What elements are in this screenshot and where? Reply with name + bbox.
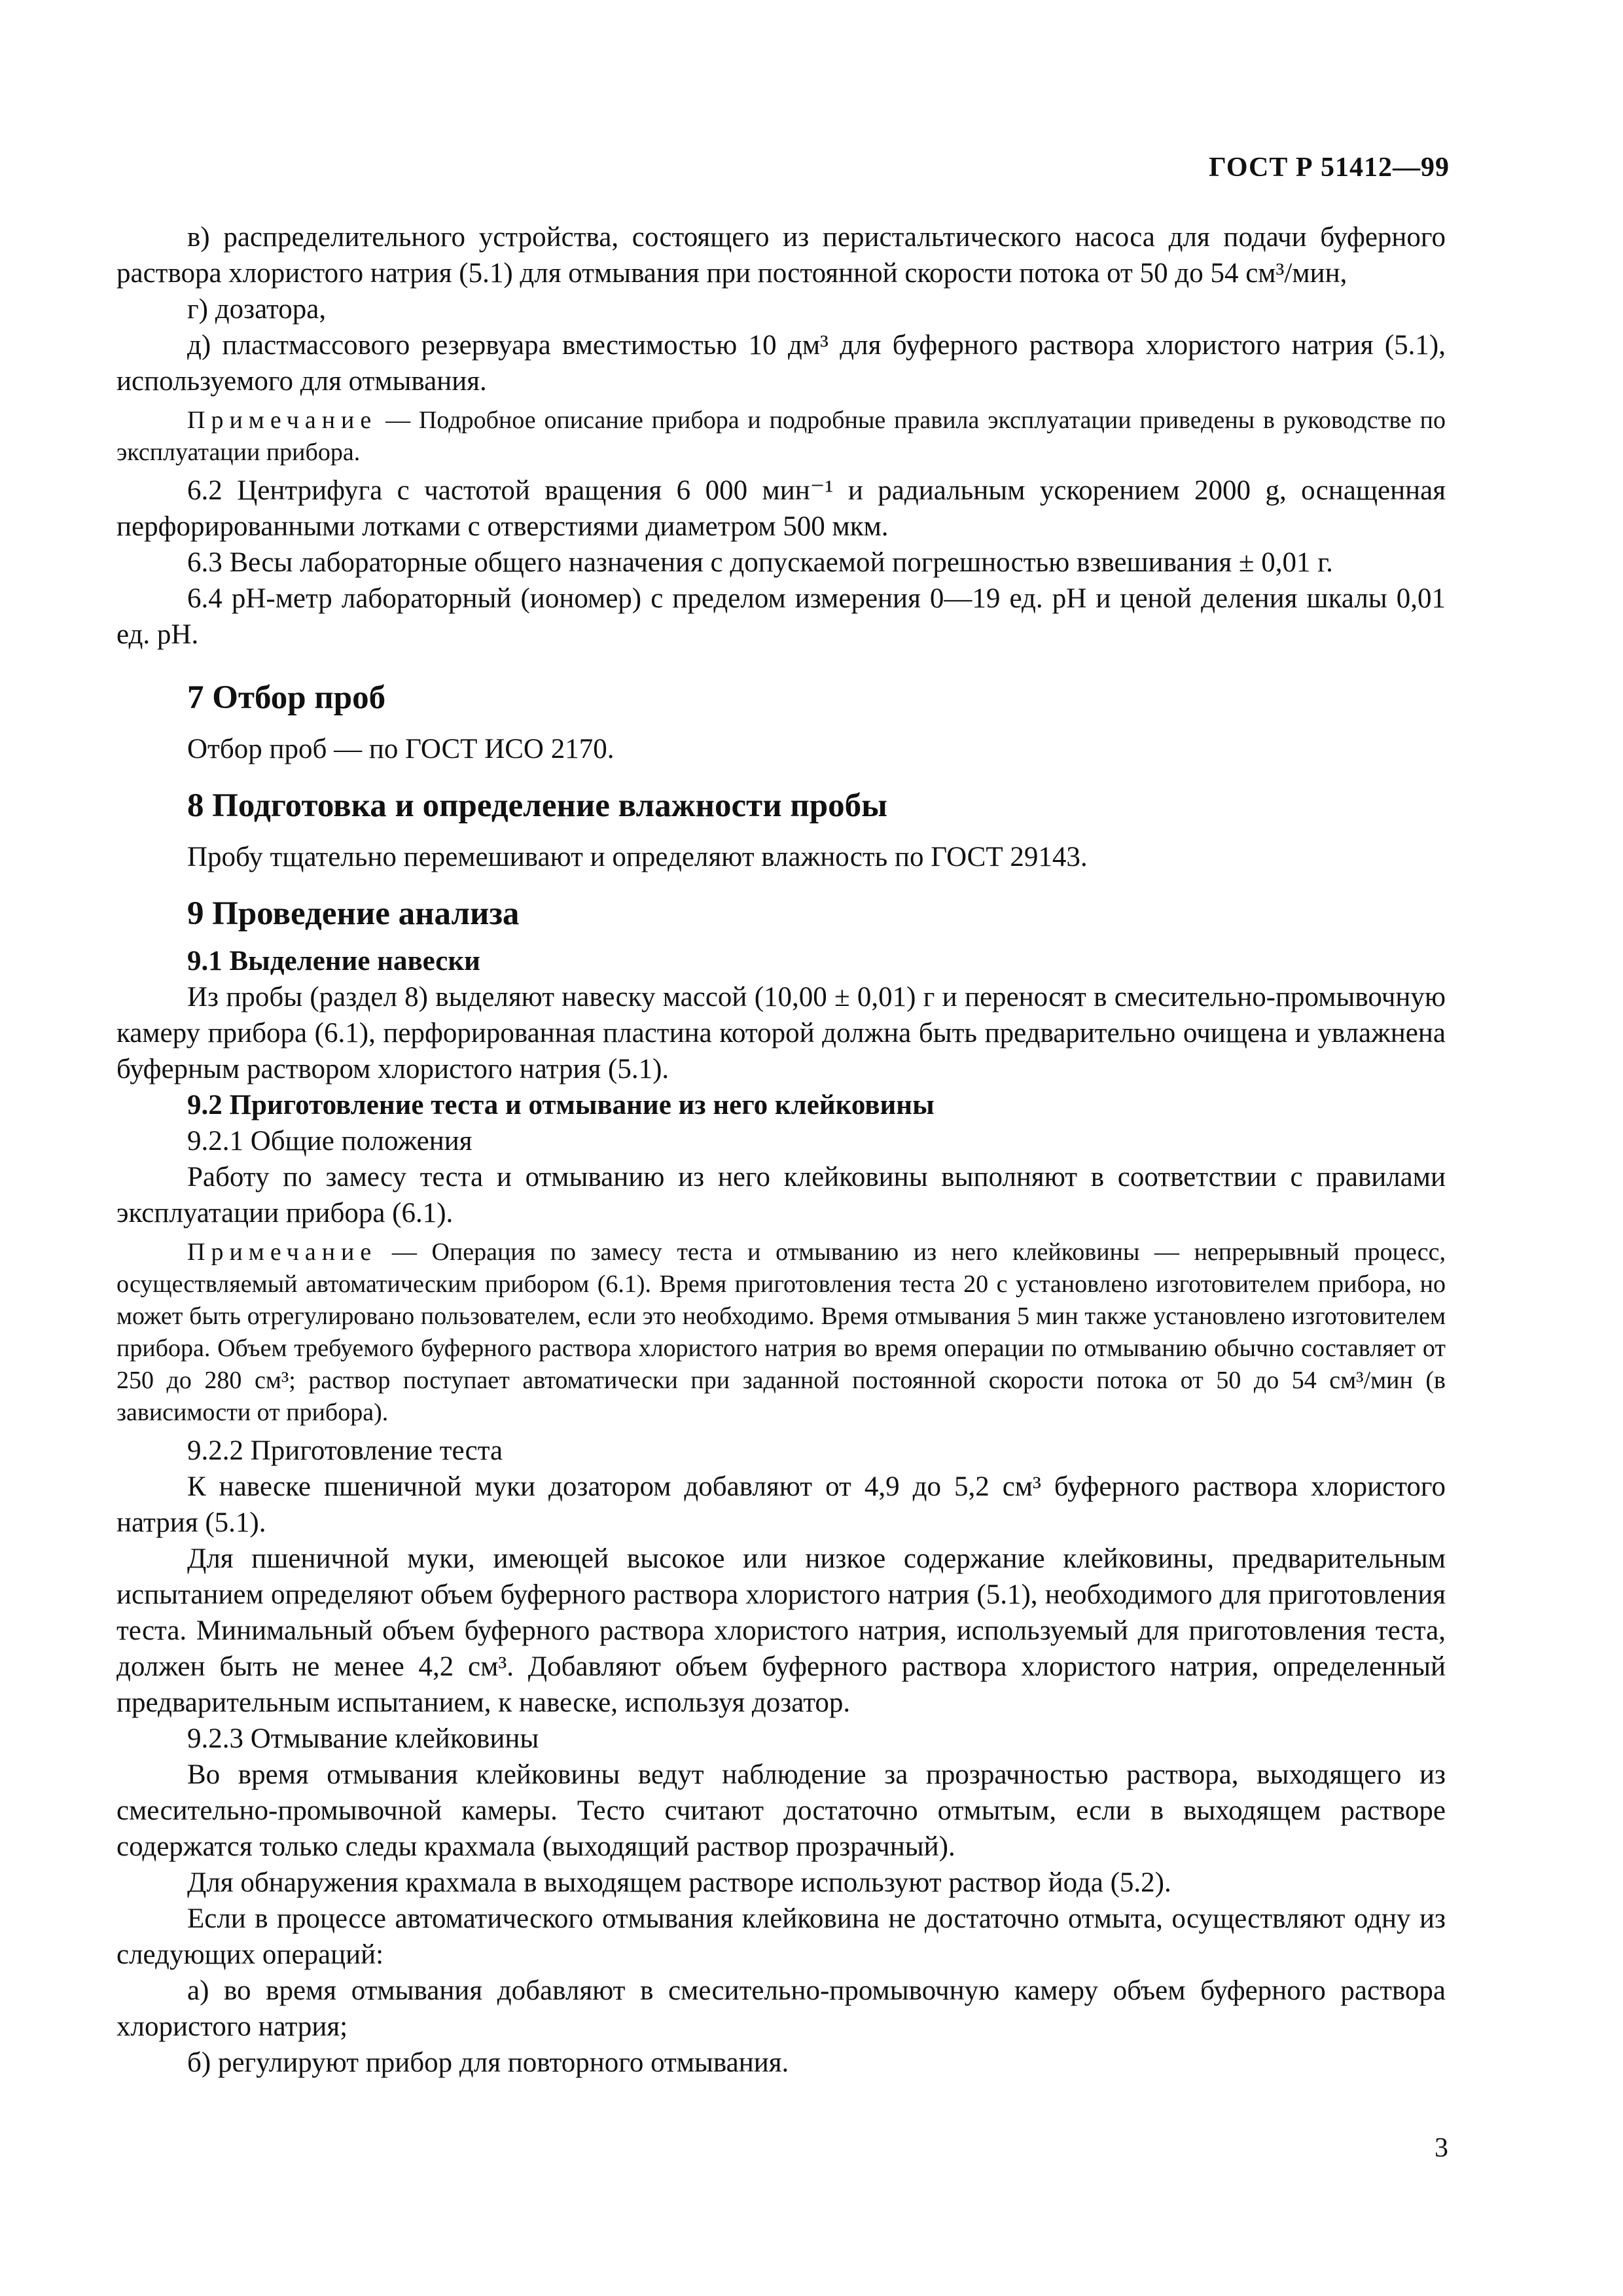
section-8-text: Пробу тщательно перемешивают и определяют влажность по ГОСТ 29143. [187,842,1088,872]
clause-9-2-3-text-c: Если в процессе автоматического отмывания клейковина не достаточно отмыта, осуществляют одну из следующих операций: [116,1903,1446,1970]
section-8-heading: 8 Подготовка и определение влажности пробы [187,787,887,824]
document-body [116,219,1446,2081]
section-7-text: Отбор проб — по ГОСТ ИСО 2170. [187,734,615,764]
section-7-heading: 7 Отбор проб [187,679,386,716]
clause-9-1-heading: 9.1 Выделение навески [187,946,480,977]
note-1-label: Примечание [187,406,378,434]
section-9-heading: 9 Проведение анализа [187,895,520,932]
document-header: ГОСТ Р 51412—99 [1209,152,1450,183]
clause-9-2-1-text: Работу по замесу теста и отмыванию из него клейковины выполняют в соответствии с правилами эксплуатации прибора (6.1). [116,1162,1446,1229]
list-item-v: в) распределительного устройства, состоящего из перистальтического насоса для подачи буферного раствора хлористого натрия (5.1) для отмывания при постоянной скорости потока от 50 до 54 см³/мин, [116,222,1446,289]
clause-6-3: 6.3 Весы лабораторные общего назначения с допускаемой погрешностью взвешивания ± 0,01 г. [187,547,1333,578]
clause-6-4: 6.4 рН-метр лабораторный (иономер) с пределом измерения 0—19 ед. рН и ценой деления шкалы 0,01 ед. рН. [116,583,1446,650]
clause-6-2: 6.2 Центрифуга с частотой вращения 6 000 мин⁻¹ и радиальным ускорением 2000 g, оснащенная перфорированными лотками с отверстиями диаметром 500 мкм. [116,475,1446,542]
clause-9-2-3-heading: 9.2.3 Отмывание клейковины [187,1723,539,1754]
note-2-label: Примечание [187,1238,378,1266]
clause-9-2-1-heading: 9.2.1 Общие положения [187,1126,473,1157]
clause-9-2-2-text-b: Для пшеничной муки, имеющей высокое или низкое содержание клейковины, предварительным испытанием определяют объем буферного раствора хлористого натрия (5.1), необходимого для приготовления теста. Минимальный объем буферного раствора хлористого натрия, используемый для приготовления теста, должен быть не менее 4,2 см³. Добавляют объем буферного раствора хлористого натрия, определенный предварительным испытанием, к навеске, используя дозатор. [116,1543,1446,1718]
clause-9-2-3-text-a: Во время отмывания клейковины ведут наблюдение за прозрачностью раствора, выходящего из смесительно-промывочной камеры. Тесто считают достаточно отмытым, если в выходящем растворе содержатся только следы крахмала (выходящий раствор прозрачный). [116,1759,1446,1862]
list-item-g: г) дозатора, [187,294,327,325]
list-item-d: д) пластмассового резервуара вместимостью 10 дм³ для буферного раствора хлористого натрия (5.1), используемого для отмывания. [116,330,1446,397]
clause-9-2-2-text-a: К навеске пшеничной муки дозатором добавляют от 4,9 до 5,2 см³ буферного раствора хлористого натрия (5.1). [116,1471,1446,1538]
clause-9-2-heading: 9.2 Приготовление теста и отмывание из него клейковины [187,1090,935,1121]
note-2 [116,1236,1446,1429]
list-item-a: а) во время отмывания добавляют в смесительно-промывочную камеру объем буферного раствора хлористого натрия; [116,1975,1446,2042]
note-1 [116,404,1446,469]
note-2-text: — Операция по замесу теста и отмыванию из него клейковины — непрерывный процесс, осуществляемый автоматическим прибором (6.1). Время приготовления теста 20 с установлено изготовителем прибора, но может быть отрегулировано пользователем, если это необходимо. Время отмывания 5 мин также установлено изготовителем прибора. Объем требуемого буферного раствора хлористого натрия во время операции по отмыванию обычно составляет от 250 до 280 см³; раствор поступает автоматически при заданной постоянной скорости потока от 50 до 54 см³/мин (в зависимости от прибора). [116,1238,1446,1426]
list-item-b: б) регулируют прибор для повторного отмывания. [187,2047,789,2078]
clause-9-2-2-heading: 9.2.2 Приготовление теста [187,1435,503,1466]
clause-9-2-3-text-b: Для обнаружения крахмала в выходящем растворе используют раствор йода (5.2). [187,1867,1171,1898]
note-1-text: — Подробное описание прибора и подробные правила эксплуатации приведены в руководстве по эксплуатации прибора. [116,406,1446,466]
page-number: 3 [1435,2133,1448,2163]
clause-9-1-text: Из пробы (раздел 8) выделяют навеску массой (10,00 ± 0,01) г и переносят в смесительно-промывочную камеру прибора (6.1), перфорированная пластина которой должна быть предварительно очищена и увлажнена буферным раствором хлористого натрия (5.1). [116,982,1446,1085]
